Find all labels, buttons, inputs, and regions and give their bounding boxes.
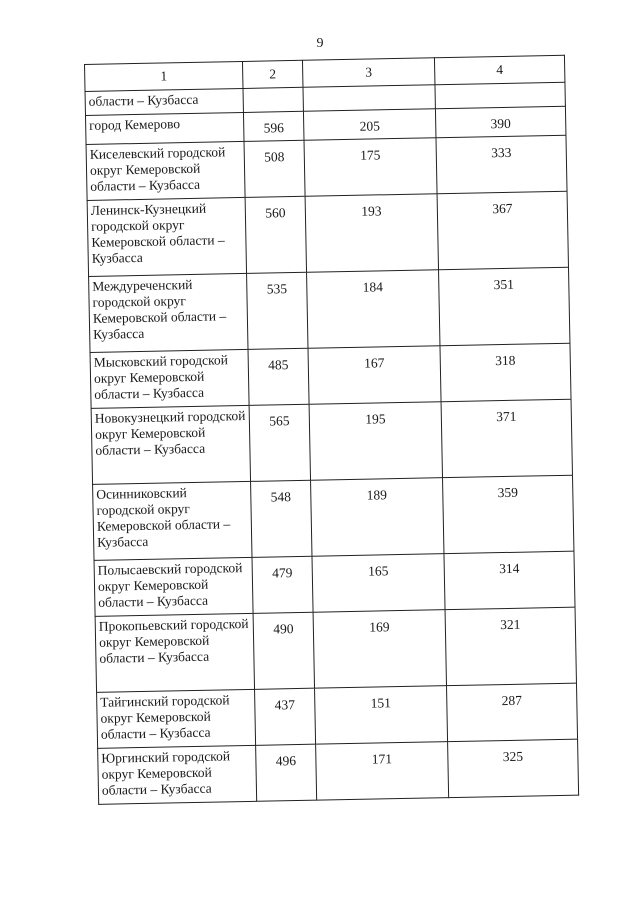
value-col3-cell	[303, 85, 435, 112]
value-col3-cell: 169	[313, 610, 446, 689]
municipality-name-cell: Полысаевский городской округ Кемеровской области – Кузбасса	[94, 557, 253, 616]
value-col2-cell: 479	[252, 556, 313, 613]
municipality-name-cell: Ленинск-Кузнецкий городской округ Кемеровской области – Кузбасса	[87, 197, 246, 276]
municipality-name-cell: Междуреченский городской округ Кемеровской области – Кузбасса	[89, 273, 248, 352]
value-col2-cell: 565	[249, 404, 310, 481]
value-col4-cell: 351	[439, 267, 570, 345]
value-col3-cell: 165	[312, 554, 445, 613]
value-col3-cell: 151	[315, 686, 448, 745]
value-col4-cell: 318	[440, 343, 571, 401]
value-col2-cell: 535	[247, 272, 308, 349]
municipality-name-cell: области – Кузбасса	[85, 88, 243, 115]
table-row	[90, 343, 571, 408]
value-col2-cell: 596	[243, 111, 304, 141]
header-cell-3: 3	[302, 58, 434, 88]
table-row	[93, 475, 574, 560]
value-col3-cell: 175	[304, 138, 437, 197]
value-col4-cell: 390	[435, 106, 566, 137]
value-col4-cell	[435, 82, 565, 108]
value-col3-cell: 193	[305, 194, 438, 273]
value-col4-cell: 325	[448, 739, 579, 797]
table-row	[98, 739, 579, 804]
value-col2-cell: 548	[251, 480, 312, 557]
value-col2-cell: 437	[255, 688, 316, 745]
value-col4-cell: 359	[443, 475, 574, 553]
table-row	[97, 683, 578, 748]
value-col3-cell: 167	[308, 346, 441, 405]
value-col2-cell: 496	[256, 744, 317, 801]
value-col3-cell: 189	[311, 478, 444, 557]
table-row	[94, 551, 575, 616]
value-col2-cell: 490	[253, 612, 314, 689]
municipality-name-cell: Тайгинский городской округ Кемеровской области – Кузбасса	[97, 689, 256, 748]
value-col3-cell: 184	[307, 270, 440, 349]
municipality-name-cell: Новокузнецкий городской округ Кемеровской области – Кузбасса	[91, 405, 250, 484]
value-col4-cell: 333	[436, 135, 567, 193]
page-number: 9	[316, 36, 324, 51]
municipal-table	[84, 55, 579, 805]
table-row	[91, 399, 572, 484]
municipality-name-cell: Киселевский городской округ Кемеровской области – Кузбасса	[86, 141, 245, 200]
table-row	[86, 135, 567, 200]
table-row	[87, 191, 568, 276]
value-col4-cell: 321	[445, 607, 576, 685]
municipality-name-cell: город Кемерово	[85, 112, 244, 144]
municipality-name-cell: Юргинский городской округ Кемеровской области – Кузбасса	[98, 745, 257, 804]
municipality-name-cell: Прокопьевский городской округ Кемеровской области – Кузбасса	[95, 613, 254, 692]
municipality-name-cell: Осинниковский городской округ Кемеровской области – Кузбасса	[93, 481, 252, 560]
value-col2-cell	[243, 87, 303, 112]
value-col2-cell: 485	[248, 348, 309, 405]
header-cell-2: 2	[242, 60, 303, 88]
header-cell-1: 1	[85, 61, 243, 91]
value-col4-cell: 371	[441, 399, 572, 477]
value-col4-cell: 314	[444, 551, 575, 609]
value-col2-cell: 560	[245, 196, 306, 273]
value-col3-cell: 195	[309, 402, 442, 481]
table-row	[95, 607, 576, 692]
table-row	[89, 267, 570, 352]
value-col3-cell: 171	[316, 742, 449, 801]
value-col4-cell: 367	[437, 191, 568, 269]
value-col2-cell: 508	[244, 140, 305, 197]
value-col4-cell: 287	[447, 683, 578, 741]
municipality-name-cell: Мысковский городской округ Кемеровской области – Кузбасса	[90, 349, 249, 408]
header-cell-4: 4	[434, 55, 564, 84]
value-col3-cell: 205	[303, 109, 436, 141]
